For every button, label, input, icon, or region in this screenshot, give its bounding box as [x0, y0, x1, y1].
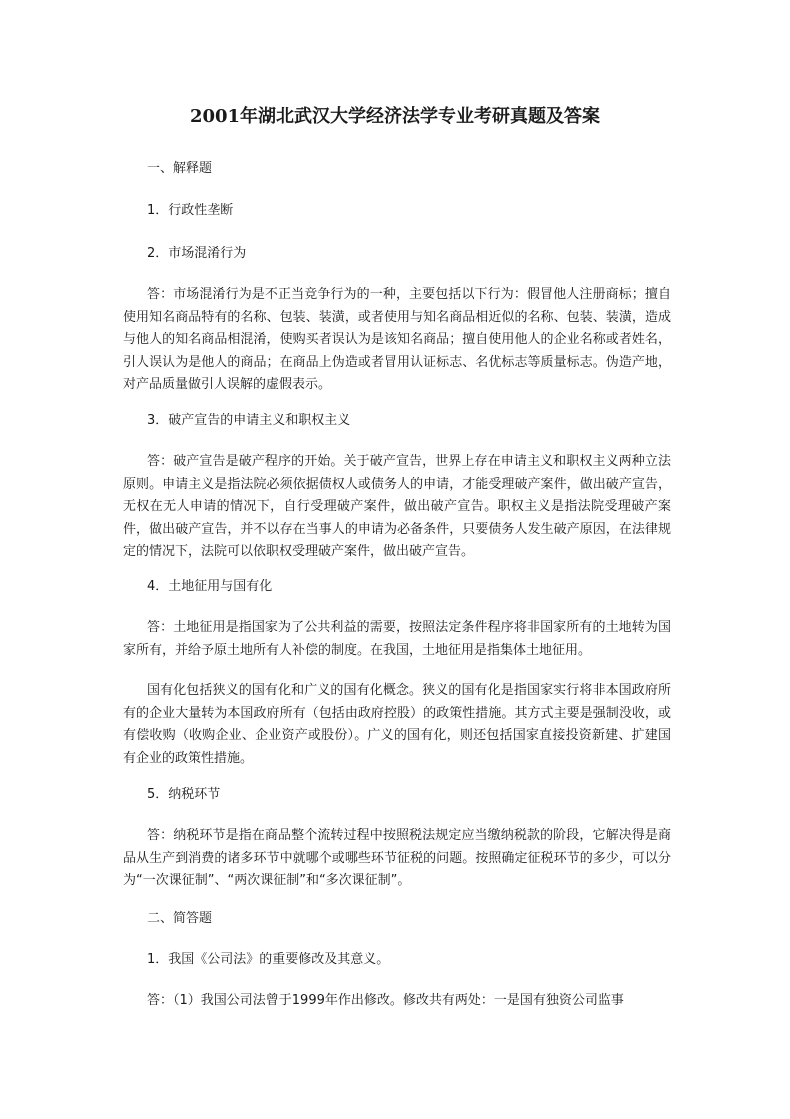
answer-4-paragraph-2: 国有化包括狭义的国有化和广义的国有化概念。狭义的国有化是指国家实行将非本国政府所有的企业大量转为本国政府所有（包括由政府控股）的政策性措施。其方式主要是强制没收，或有偿收购（收购企业、企业资产或股份）。广义的国有化，则还包括国家直接投资新建、扩建国有企业的政策性措施。 — [123, 683, 671, 766]
short-answer-1-paragraph: 答：（1）我国公司法曾于1999年作出修改。修改共有两处：一是国有独资公司监事 — [147, 993, 624, 1008]
section-heading-short-answer: 二、简答题 — [147, 911, 213, 926]
answer-2-paragraph: 答：市场混淆行为是不正当竞争行为的一种，主要包括以下行为：假冒他人注册商标；擅自使用知名商品特有的名称、包装、装潢，或者使用与知名商品相近似的名称、包装、装潢，造成与他人的知名商品相混淆，使购买者误认为是该知名商品；擅自使用他人的企业名称或者姓名，引人误认为是他人的商品；在商品上伪造或者冒用认证标志、名优标志等质量标志。伪造产地，对产品质量做引人误解的虚假表示。 — [123, 287, 671, 393]
answer-3-paragraph: 答：破产宣告是破产程序的开始。关于破产宣告，世界上存在申请主义和职权主义两种立法原则。申请主义是指法院必须依据债权人或债务人的申请，才能受理破产案件，做出破产宣告，无权在无人申请的情况下，自行受理破产案件，做出破产宣告。职权主义是指法院受理破产案件，做出破产宣告，并不以存在当事人的申请为必备条件，只要债务人发生破产原因，在法律规定的情况下，法院可以依职权受理破产案件，做出破产宣告。 — [123, 454, 671, 560]
question-4-heading: 4．土地征用与国有化 — [147, 579, 273, 594]
short-question-1-heading: 1．我国《公司法》的重要修改及其意义。 — [147, 952, 390, 967]
question-3-heading: 3．破产宣告的申请主义和职权主义 — [147, 413, 351, 428]
section-heading-explanation: 一、解释题 — [147, 161, 213, 176]
question-5-heading: 5．纳税环节 — [147, 787, 221, 802]
question-2-heading: 2．市场混淆行为 — [147, 246, 247, 261]
question-1-heading: 1．行政性垄断 — [147, 203, 234, 218]
document-title: 2001年湖北武汉大学经济法学专业考研真题及答案 — [189, 106, 601, 127]
answer-4-paragraph-1: 答：土地征用是指国家为了公共利益的需要，按照法定条件程序将非国家所有的土地转为国家所有，并给予原土地所有人补偿的制度。在我国，土地征用是指集体土地征用。 — [123, 620, 671, 658]
answer-5-paragraph: 答：纳税环节是指在商品整个流转过程中按照税法规定应当缴纳税款的阶段，它解决得是商品从生产到消费的诸多环节中就哪个或哪些环节征税的问题。按照确定征税环节的多少，可以分为“一次课征制”、“两次课征制”和“多次课征制”。 — [123, 828, 671, 889]
